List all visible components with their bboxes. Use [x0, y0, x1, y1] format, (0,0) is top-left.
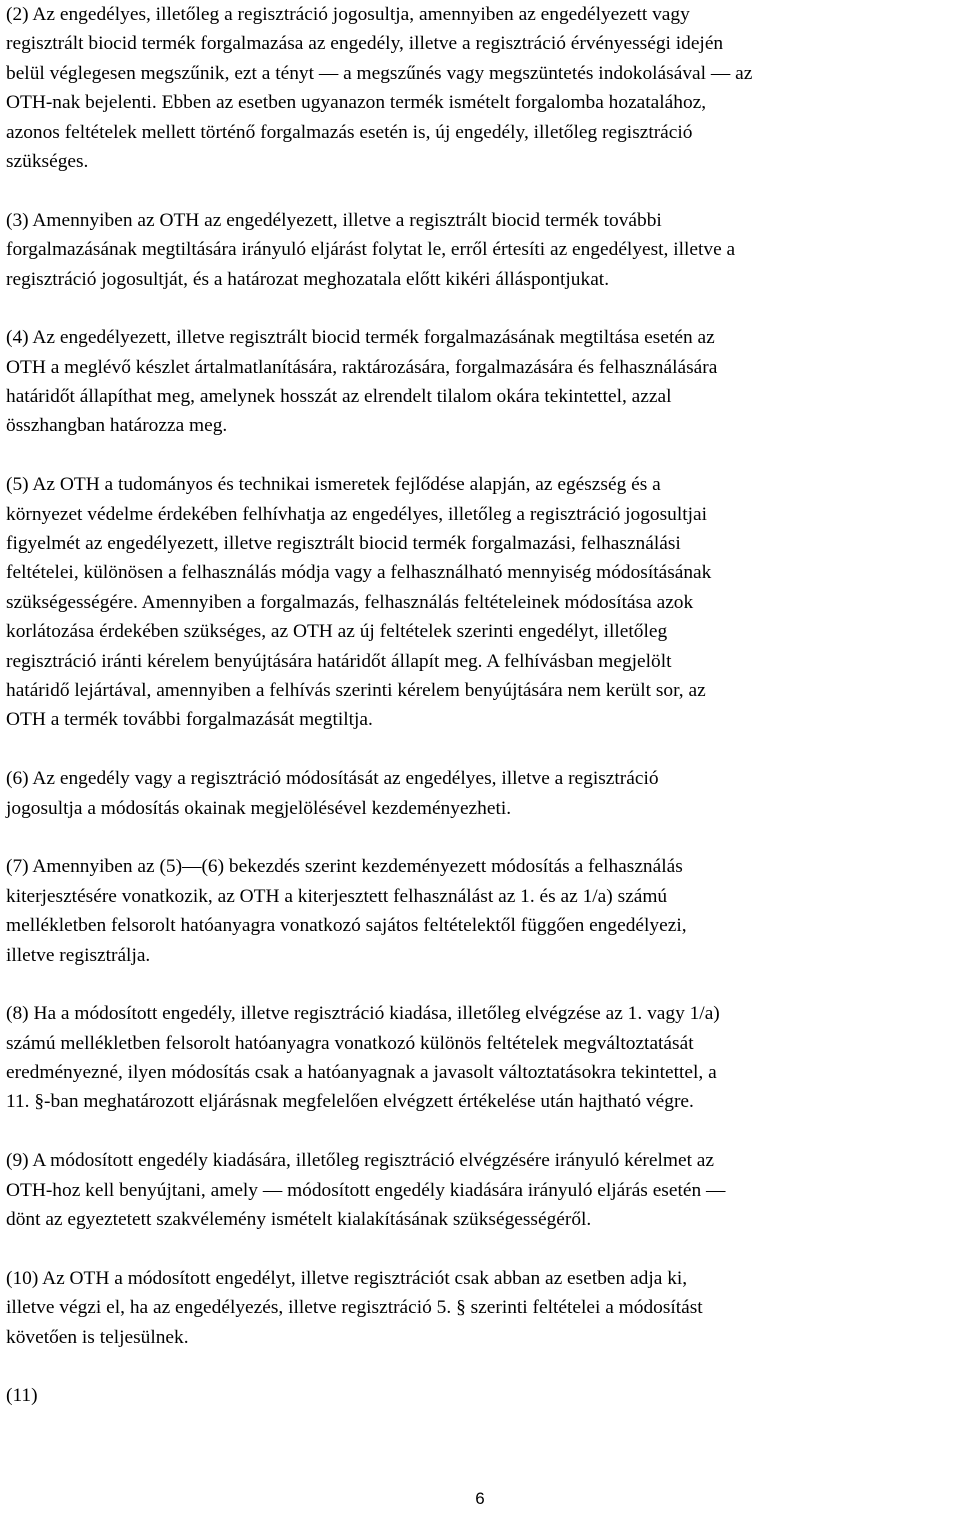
paragraph-line: 11. §-ban meghatározott eljárásnak megfelelően elvégzett értékelése után hajtható végre. — [6, 1091, 694, 1113]
paragraph-p4 — [6, 323, 956, 441]
document-body — [6, 0, 956, 1411]
paragraph-p9 — [6, 1146, 956, 1234]
paragraph-line: OTH-hoz kell benyújtani, amely — módosított engedély kiadására irányuló eljárás esetén — — [6, 1179, 726, 1201]
paragraph-line: (10) Az OTH a módosított engedélyt, illetve regisztrációt csak abban az esetben adja ki, — [6, 1267, 688, 1289]
paragraph-line: illetve végzi el, ha az engedélyezés, illetve regisztráció 5. § szerinti feltételei a módosítást — [6, 1297, 703, 1319]
paragraph-p5 — [6, 470, 956, 735]
paragraph-line: forgalmazásának megtiltására irányuló eljárást folytat le, erről értesíti az engedélyest, illetve a — [6, 239, 736, 261]
paragraph-line: környezet védelme érdekében felhívhatja az engedélyes, illetőleg a regisztráció jogosultjai — [6, 503, 707, 525]
paragraph-line: (11) — [6, 1385, 38, 1407]
paragraph-p6 — [6, 764, 956, 823]
paragraph-line: azonos feltételek mellett történő forgalmazás esetén is, új engedély, illetőleg regisztráció — [6, 121, 693, 143]
page-number: 6 — [475, 1489, 485, 1508]
paragraph-line: határidő lejártával, amennyiben a felhívás szerinti kérelem benyújtására nem került sor, az — [6, 679, 706, 701]
paragraph-line: szükséges. — [6, 150, 89, 172]
paragraph-line: (9) A módosított engedély kiadására, illetőleg regisztráció elvégzésére irányuló kérelmet az — [6, 1150, 715, 1172]
paragraph-line: (6) Az engedély vagy a regisztráció módosítását az engedélyes, illetve a regisztráció — [6, 768, 659, 790]
paragraph-line: regisztráció iránti kérelem benyújtására határidőt állapít meg. A felhívásban megjelölt — [6, 650, 672, 672]
paragraph-line: (8) Ha a módosított engedély, illetve regisztráció kiadása, illetőleg elvégzése az 1. vagy 1/a) — [6, 1003, 720, 1025]
paragraph-line: követően is teljesülnek. — [6, 1326, 189, 1348]
paragraph-line: (2) Az engedélyes, illetőleg a regisztráció jogosultja, amennyiben az engedélyezett vagy — [6, 4, 690, 25]
paragraph-line: összhangban határozza meg. — [6, 415, 228, 437]
paragraph-line: dönt az egyeztetett szakvélemény ismételt kialakításának szükségességéről. — [6, 1209, 592, 1231]
paragraph-p8 — [6, 999, 956, 1117]
paragraph-line: kiterjesztésére vonatkozik, az OTH a kiterjesztett felhasználást az 1. és az 1/a) számú — [6, 885, 668, 907]
paragraph-p3 — [6, 206, 956, 294]
paragraph-line: határidőt állapíthat meg, amelynek hosszát az elrendelt tilalom okára tekintettel, azzal — [6, 386, 672, 408]
paragraph-line: (4) Az engedélyezett, illetve regisztrált biocid termék forgalmazásának megtiltása esetén az — [6, 327, 715, 349]
paragraph-p7 — [6, 852, 956, 970]
paragraph-line: számú mellékletben felsorolt hatóanyagra vonatkozó különös feltételek megváltoztatását — [6, 1032, 694, 1054]
paragraph-line: (3) Amennyiben az OTH az engedélyezett, illetve a regisztrált biocid termék további — [6, 209, 662, 231]
paragraph-line: figyelmét az engedélyezett, illetve regisztrált biocid termék forgalmazási, felhasználási — [6, 533, 681, 555]
paragraph-line: OTH a termék további forgalmazását megtiltja. — [6, 709, 373, 731]
paragraph-p11 — [6, 1381, 956, 1410]
paragraph-line: feltételei, különösen a felhasználás módja vagy a felhasználható mennyiség módosításának — [6, 562, 712, 584]
paragraph-line: belül véglegesen megszűnik, ezt a tényt — a megszűnés vagy megszüntetés indokolásával — az — [6, 62, 753, 84]
paragraph-line: (7) Amennyiben az (5)—(6) bekezdés szerint kezdeményezett módosítás a felhasználás — [6, 856, 683, 878]
paragraph-line: jogosultja a módosítás okainak megjelölésével kezdeményezheti. — [6, 797, 512, 819]
paragraph-line: szükségességére. Amennyiben a forgalmazás, felhasználás feltételeinek módosítása azok — [6, 591, 694, 613]
paragraph-line: regisztráció jogosultját, és a határozat meghozatala előtt kikéri álláspontjukat. — [6, 268, 610, 290]
paragraph-line: (5) Az OTH a tudományos és technikai ismeretek fejlődése alapján, az egészség és a — [6, 474, 661, 496]
paragraph-line: OTH-nak bejelenti. Ebben az esetben ugyanazon termék ismételt forgalomba hozatalához, — [6, 92, 707, 114]
paragraph-p2 — [6, 0, 956, 176]
paragraph-line: OTH a meglévő készlet ártalmatlanítására, raktározására, forgalmazására és felhasználására — [6, 356, 718, 378]
paragraph-line: korlátozása érdekében szükséges, az OTH az új feltételek szerinti engedélyt, illetőleg — [6, 621, 668, 643]
paragraph-line: regisztrált biocid termék forgalmazása az engedély, illetve a regisztráció érvényességi idején — [6, 33, 724, 55]
paragraph-line: eredményezné, ilyen módosítás csak a hatóanyagnak a javasolt változtatásokra tekintettel, a — [6, 1062, 717, 1084]
paragraph-line: mellékletben felsorolt hatóanyagra vonatkozó sajátos feltételektől függően engedélyezi, — [6, 915, 687, 937]
paragraph-line: illetve regisztrálja. — [6, 944, 151, 966]
paragraph-p10 — [6, 1264, 956, 1352]
